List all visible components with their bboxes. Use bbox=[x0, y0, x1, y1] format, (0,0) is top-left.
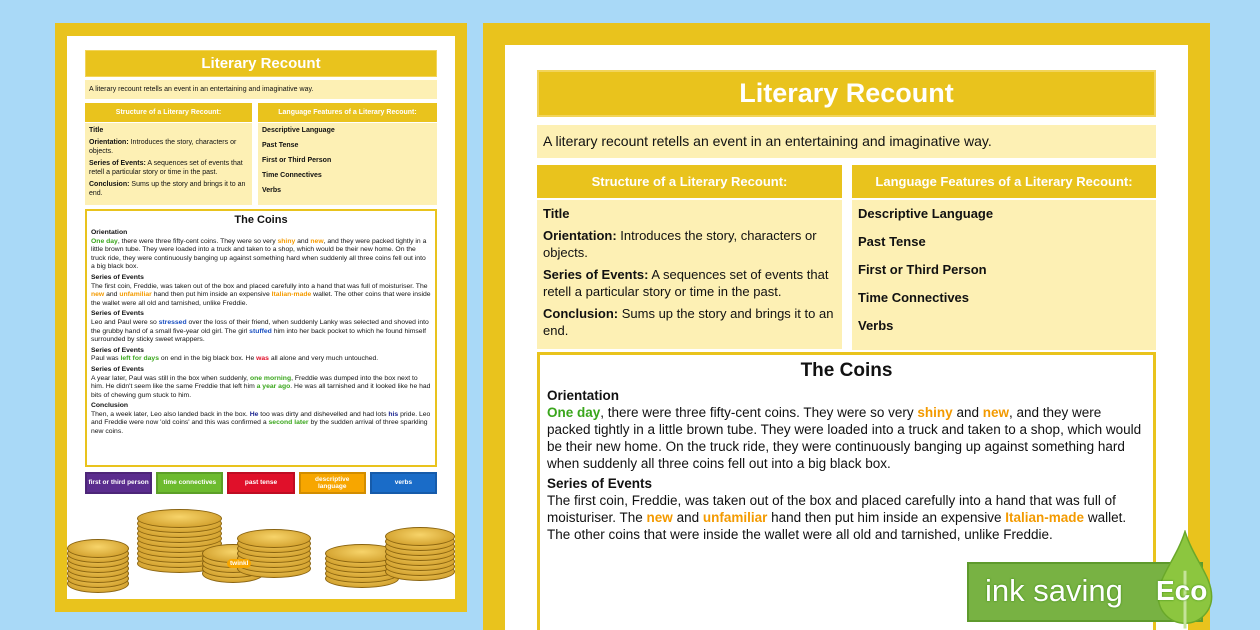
legend-key: first or third person bbox=[85, 472, 152, 494]
story-paragraph bbox=[547, 492, 1146, 543]
story-text: hand then put him inside an expensive bbox=[767, 510, 1006, 525]
poster-inner bbox=[67, 36, 455, 599]
highlighted-word: Italian-made bbox=[1005, 510, 1085, 525]
structure-text: Introduces the story, characters or objects. bbox=[543, 228, 817, 260]
story-paragraph bbox=[547, 404, 1146, 472]
story-paragraph bbox=[91, 283, 431, 309]
language-item: Past Tense bbox=[858, 234, 926, 249]
structure-item bbox=[543, 305, 836, 339]
language-heading: Language Features of a Literary Recount: bbox=[852, 165, 1156, 198]
structure-list bbox=[537, 200, 842, 349]
highlighted-word: stressed bbox=[158, 318, 187, 326]
story-text: , Freddie was dumped into the box next to him. He didn't seem like the same Freddie that left him bbox=[91, 374, 418, 391]
structure-heading: Structure of a Literary Recount: bbox=[537, 165, 842, 198]
language-list bbox=[258, 123, 437, 205]
story-text: and bbox=[952, 405, 983, 420]
highlighted-word: left for days bbox=[120, 355, 159, 363]
language-list bbox=[852, 200, 1156, 350]
structure-item bbox=[89, 180, 248, 198]
story-text: too was dirty and dishevelled and had lots bbox=[258, 410, 389, 418]
intro-text: A literary recount retells an event in an entertaining and imaginative way. bbox=[85, 80, 437, 99]
language-item: First or Third Person bbox=[858, 262, 987, 277]
highlighted-word: unfamiliar bbox=[119, 291, 152, 299]
story-paragraph bbox=[91, 411, 431, 437]
eco-label: Eco bbox=[1156, 575, 1208, 606]
story-text: Paul was bbox=[91, 355, 121, 363]
story-text: , and they were packed tightly in a little brown tube. They were loaded into a truck and taken to a shop, which would be their new home. On the truck ride, they were continuously banging up against something hard when suddenly all three coins fell out into a big black box. bbox=[547, 405, 1142, 471]
story-title: The Coins bbox=[800, 360, 893, 381]
highlighted-word: One day bbox=[547, 405, 601, 420]
story-text: A year later, Paul was still in the box when suddenly, bbox=[91, 374, 250, 382]
story-text: wallet. The other coins that were inside the wallet were all old and tarnished, unlike Freddie. bbox=[91, 291, 431, 307]
story-section-heading: Series of Events bbox=[91, 273, 144, 281]
story-text: all alone and very much untouched. bbox=[268, 355, 379, 363]
story-section-heading: Orientation bbox=[91, 229, 128, 236]
structure-item bbox=[89, 126, 248, 135]
story-text: The first coin, Freddie, was taken out of the box and placed carefully into a hand that was full of moisturiser. The bbox=[91, 282, 428, 290]
coin-stacks-illustration bbox=[67, 499, 455, 599]
poster-title: Literary Recount bbox=[85, 50, 437, 77]
structure-item bbox=[543, 205, 836, 222]
story-text: The first coin, Freddie, was taken out of the box and placed carefully into a hand that was full of moisturiser. The bbox=[547, 493, 1116, 525]
language-item: Verbs bbox=[858, 318, 894, 333]
story-text: , there were three fifty-cent coins. They were so very bbox=[600, 405, 918, 420]
structure-column bbox=[537, 165, 842, 345]
story-section-heading: Series of Events bbox=[91, 365, 144, 373]
story-text: , there were three fifty-cent coins. They were so very bbox=[117, 237, 278, 245]
highlighted-word: shiny bbox=[277, 237, 296, 245]
structure-label: Conclusion: bbox=[89, 181, 130, 188]
story-text: Leo and Paul were so bbox=[91, 318, 159, 326]
structure-item bbox=[543, 227, 836, 261]
info-columns bbox=[85, 103, 437, 205]
highlighted-word: new bbox=[91, 291, 105, 299]
story-text: , and they were packed tightly in a little brown tube. They were loaded into a truck and taken to a shop, which would be their new home. On the truck ride, they were continuously banging up against something hard when suddenly all three coins fell out into a big black box. bbox=[91, 237, 427, 271]
legend-key: time connectives bbox=[156, 472, 223, 494]
language-item: Verbs bbox=[262, 187, 282, 194]
structure-item bbox=[89, 138, 248, 156]
story-text: over the loss of their friend, when suddenly Lanky was selected and shoved into the grubby hand of a small five-year old girl. The girl bbox=[91, 318, 429, 335]
structure-label: Title bbox=[89, 127, 104, 134]
highlighted-word: Italian-made bbox=[271, 291, 312, 299]
story-text: hand then put him inside an expensive bbox=[151, 291, 272, 299]
highlighted-word: a year ago bbox=[256, 383, 291, 391]
structure-text: Sums up the story and brings it to an end. bbox=[543, 306, 834, 338]
story-section-heading: Series of Events bbox=[547, 476, 653, 491]
story-text: Then, a week later, Leo also landed back in the box. bbox=[91, 410, 250, 418]
structure-column bbox=[85, 103, 252, 205]
ink-saving-badge: ink saving bbox=[967, 562, 1203, 622]
story-text: wallet. The other coins that were inside the wallet were all old and tarnished, unlike Freddie. bbox=[547, 510, 1127, 542]
structure-label: Orientation: bbox=[89, 139, 129, 146]
info-columns bbox=[537, 165, 1156, 345]
highlighted-word: One day bbox=[91, 237, 118, 245]
story-box bbox=[85, 209, 437, 467]
highlighted-word: one morning bbox=[249, 374, 292, 382]
story-text: pride. Leo and Freddie were now 'old coins' and this was confirmed a bbox=[91, 410, 431, 427]
coin bbox=[67, 539, 129, 558]
highlighted-word: second later bbox=[268, 419, 309, 427]
highlighted-word: new bbox=[310, 237, 324, 245]
language-item: Time Connectives bbox=[262, 172, 322, 179]
structure-heading: Structure of a Literary Recount: bbox=[85, 103, 252, 122]
language-item: First or Third Person bbox=[262, 157, 332, 164]
highlighted-word: new bbox=[646, 510, 673, 525]
coin bbox=[237, 529, 311, 548]
language-heading: Language Features of a Literary Recount: bbox=[258, 103, 437, 122]
legend bbox=[85, 472, 437, 494]
poster-inner bbox=[505, 45, 1188, 630]
story-paragraph bbox=[91, 375, 431, 401]
legend-key: descriptive language bbox=[299, 472, 366, 494]
structure-label: Series of Events: bbox=[543, 267, 649, 282]
highlighted-word: shiny bbox=[917, 405, 953, 420]
highlighted-word: his bbox=[388, 410, 399, 418]
story-text: by the sudden arrival of three sparkling new coins. bbox=[91, 419, 428, 436]
language-column bbox=[258, 103, 437, 205]
structure-item bbox=[89, 159, 248, 177]
structure-text: Introduces the story, characters or objects. bbox=[89, 139, 237, 155]
language-column bbox=[852, 165, 1156, 345]
structure-label: Conclusion: bbox=[543, 306, 619, 321]
story-paragraph bbox=[91, 238, 431, 272]
story-text: and bbox=[672, 510, 703, 525]
highlighted-word: unfamiliar bbox=[702, 510, 768, 525]
structure-text: A sequences set of events that retell a particular story or time in the past. bbox=[89, 160, 243, 176]
language-item: Descriptive Language bbox=[262, 127, 335, 134]
preview-page-thumbnail bbox=[55, 23, 467, 612]
preview-page-zoomed bbox=[483, 23, 1210, 630]
story-text: and bbox=[104, 291, 120, 299]
story-section-heading: Conclusion bbox=[91, 402, 129, 410]
structure-item bbox=[543, 266, 836, 300]
story-title: The Coins bbox=[234, 214, 288, 226]
structure-label: Orientation: bbox=[543, 228, 617, 243]
poster-title: Literary Recount bbox=[537, 70, 1156, 117]
story-text: him into her back pocket to which he found himself surrounded by sticky sweet wrappers. bbox=[91, 327, 426, 344]
story-section-heading: Orientation bbox=[547, 388, 620, 403]
legend-key: past tense bbox=[227, 472, 294, 494]
structure-label: Title bbox=[543, 206, 570, 221]
language-item: Time Connectives bbox=[858, 290, 970, 305]
story-text: and bbox=[295, 237, 311, 245]
structure-text: Sums up the story and brings it to an end. bbox=[89, 181, 246, 197]
twinkl-logo: twinkl bbox=[227, 559, 251, 568]
language-item: Descriptive Language bbox=[858, 206, 994, 221]
structure-label: Series of Events: bbox=[89, 160, 146, 167]
highlighted-word: stuffed bbox=[249, 327, 272, 335]
highlighted-word: He bbox=[249, 410, 259, 418]
structure-list bbox=[85, 123, 252, 205]
story-paragraph bbox=[91, 319, 431, 345]
intro-text: A literary recount retells an event in an entertaining and imaginative way. bbox=[537, 125, 1156, 158]
story-paragraph bbox=[91, 355, 431, 364]
highlighted-word: new bbox=[982, 405, 1009, 420]
coin bbox=[385, 527, 455, 546]
story-section-heading: Series of Events bbox=[91, 346, 144, 354]
highlighted-word: was bbox=[256, 355, 269, 363]
story-text: . He was all tarnished and it looked like he had bits of chewing gum stuck to him. bbox=[91, 383, 431, 399]
language-item: Past Tense bbox=[262, 142, 299, 149]
coin bbox=[137, 509, 222, 528]
story-section-heading: Series of Events bbox=[91, 310, 144, 318]
structure-text: A sequences set of events that retell a particular story or time in the past. bbox=[543, 267, 829, 299]
story-text: on end in the big black box. He bbox=[159, 355, 257, 363]
legend-key: verbs bbox=[370, 472, 437, 494]
